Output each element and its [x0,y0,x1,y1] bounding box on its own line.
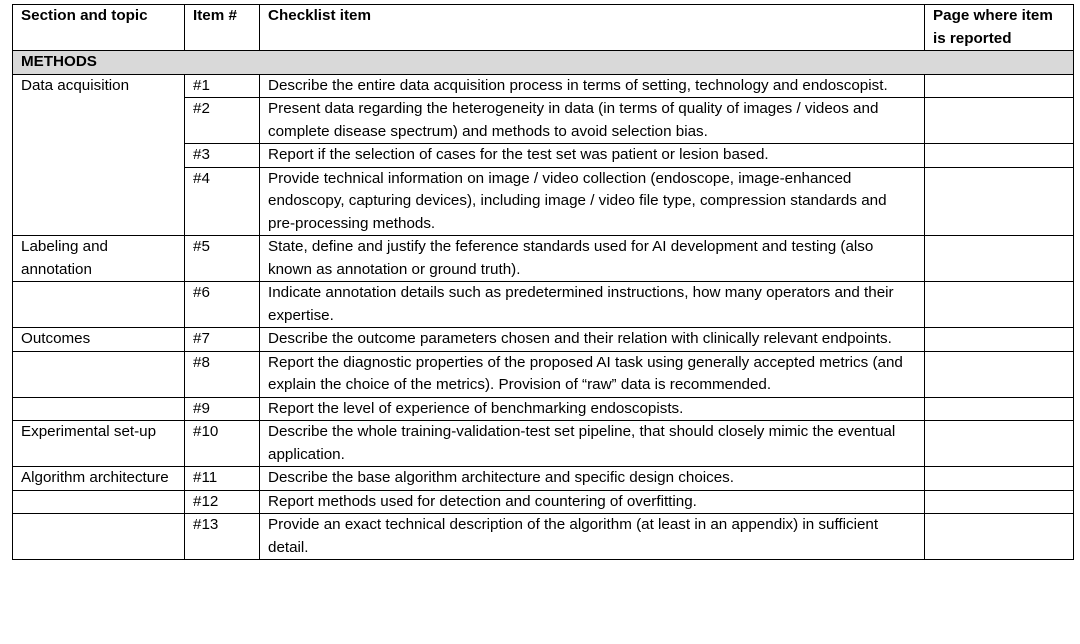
topic-empty [13,490,185,514]
item-number: #3 [185,144,260,168]
item-number: #5 [185,236,260,282]
page-cell[interactable] [925,397,1074,421]
topic-data-acquisition: Data acquisition [13,74,185,236]
checklist-text: Describe the base algorithm architecture and specific design choices. [260,467,925,491]
topic-algorithm: Algorithm architecture [13,467,185,491]
table-row [13,514,1074,560]
page-cell[interactable] [925,98,1074,144]
table-row [13,328,1074,352]
page-cell[interactable] [925,236,1074,282]
section-title: METHODS [13,51,1074,75]
page-cell[interactable] [925,490,1074,514]
table-row [13,236,1074,282]
table-row [13,397,1074,421]
checklist-text: Describe the outcome parameters chosen and their relation with clinically relevant endpoints. [260,328,925,352]
page-cell[interactable] [925,328,1074,352]
page-cell[interactable] [925,144,1074,168]
item-number: #12 [185,490,260,514]
page-cell[interactable] [925,167,1074,236]
checklist-table [12,4,1074,560]
table-row [13,282,1074,328]
checklist-text: Provide technical information on image / video collection (endoscope, image-enhanced endoscopy, capturing devices), including image / video file type, compression standards and pre-processing methods. [260,167,925,236]
header-section: Section and topic [13,5,185,51]
checklist-text: Provide an exact technical description of the algorithm (at least in an appendix) in sufficient detail. [260,514,925,560]
page-cell[interactable] [925,514,1074,560]
item-number: #9 [185,397,260,421]
checklist-text: Present data regarding the heterogeneity in data (in terms of quality of images / videos and complete disease spectrum) and methods to avoid selection bias. [260,98,925,144]
page-cell[interactable] [925,467,1074,491]
item-number: #13 [185,514,260,560]
table-row [13,467,1074,491]
topic-empty [13,397,185,421]
topic-empty [13,351,185,397]
section-row [13,51,1074,75]
item-number: #6 [185,282,260,328]
table-row [13,351,1074,397]
checklist-text: Report methods used for detection and countering of overfitting. [260,490,925,514]
page-cell[interactable] [925,74,1074,98]
table-row [13,421,1074,467]
item-number: #10 [185,421,260,467]
checklist-text: State, define and justify the feference standards used for AI development and testing (also known as annotation or ground truth). [260,236,925,282]
header-row [13,5,1074,51]
item-number: #11 [185,467,260,491]
item-number: #7 [185,328,260,352]
topic-empty [13,282,185,328]
header-checklist: Checklist item [260,5,925,51]
topic-outcomes: Outcomes [13,328,185,352]
item-number: #1 [185,74,260,98]
header-page: Page where item is reported [925,5,1074,51]
item-number: #2 [185,98,260,144]
topic-labeling: Labeling and annotation [13,236,185,282]
table-row [13,74,1074,98]
checklist-text: Report if the selection of cases for the test set was patient or lesion based. [260,144,925,168]
checklist-text: Report the diagnostic properties of the proposed AI task using generally accepted metrics (and explain the choice of the metrics). Provision of “raw” data is recommended. [260,351,925,397]
header-item: Item # [185,5,260,51]
checklist-text: Indicate annotation details such as predetermined instructions, how many operators and their expertise. [260,282,925,328]
table-row [13,490,1074,514]
page-cell[interactable] [925,282,1074,328]
item-number: #4 [185,167,260,236]
checklist-text: Report the level of experience of benchmarking endoscopists. [260,397,925,421]
page-cell[interactable] [925,351,1074,397]
topic-empty [13,514,185,560]
page-cell[interactable] [925,421,1074,467]
item-number: #8 [185,351,260,397]
checklist-text: Describe the entire data acquisition process in terms of setting, technology and endoscopist. [260,74,925,98]
checklist-text: Describe the whole training-validation-test set pipeline, that should closely mimic the eventual application. [260,421,925,467]
topic-experimental: Experimental set-up [13,421,185,467]
